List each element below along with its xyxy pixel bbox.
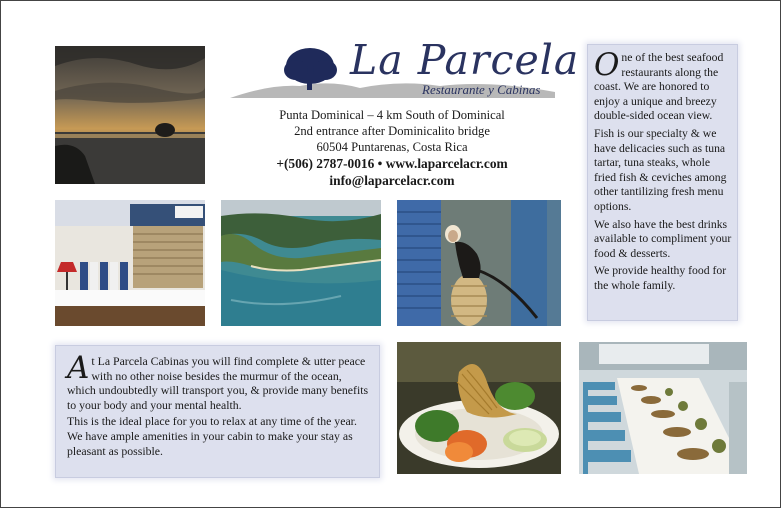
seafood-dish-photo: [397, 342, 561, 474]
phone-website[interactable]: +(506) 2787-0016 • www.laparcelacr.com: [276, 156, 508, 171]
restaurant-paragraph-2: Fish is our specialty & we have delicacies such as tuna tartar, tuna steaks, whole fried fish & ceviches among other tantilizing fresh menu options.: [594, 126, 727, 213]
brand-name: La Parcela: [350, 36, 580, 84]
sunset-photo: [55, 46, 205, 184]
email-address[interactable]: info@laparcelacr.com: [329, 173, 455, 188]
monkey-photo: [397, 200, 561, 326]
cabins-paragraph-1: At La Parcela Cabinas you will find complete & utter peace with no other noise besides the murmur of the ocean, which undoubtedly will transport you, & provide many benefits to your body and your mental health.: [67, 350, 369, 412]
address-line-1: Punta Dominical – 4 km South of Dominical: [279, 108, 505, 122]
cabin-bedroom-photo: [55, 200, 205, 326]
dropcap-letter: A: [67, 350, 90, 386]
restaurant-paragraph-4: We provide healthy food for the whole family.: [594, 264, 727, 292]
contact-block: [232, 107, 552, 189]
address-line-3: 60504 Puntarenas, Costa Rica: [316, 140, 468, 154]
dining-table-photo: [579, 342, 747, 474]
restaurant-paragraph-1: One of the best seafood restaurants along the coast. We are honored to enjoy a unique and breezy double-sided ocean view.: [594, 47, 724, 123]
cabins-description-panel: [55, 345, 380, 478]
restaurant-description-panel: [587, 44, 738, 321]
aerial-coast-photo: [221, 200, 381, 326]
cabins-paragraph-2: This is the ideal place for you to relax at any time of the year. We have ample amenities in your cabin to make your stay as pleasant as possible.: [67, 414, 357, 458]
dropcap-letter: O: [594, 47, 620, 83]
logo: [230, 36, 580, 102]
brand-tagline: Restaurante y Cabinas: [422, 82, 541, 97]
restaurant-paragraph-3: We also have the best drinks available to compliment your food & desserts.: [594, 217, 732, 260]
address-line-2: 2nd entrance after Dominicalito bridge: [294, 124, 490, 138]
